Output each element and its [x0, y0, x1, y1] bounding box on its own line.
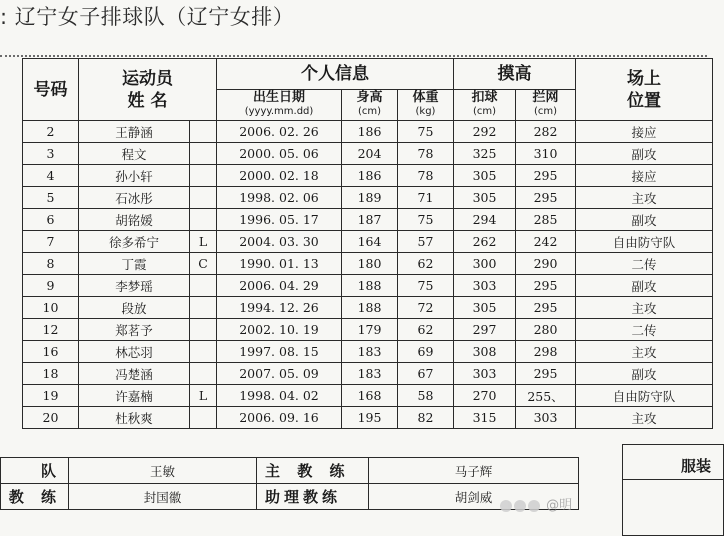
cell-weight: 78: [398, 143, 454, 165]
cell-number: 20: [23, 407, 79, 429]
roster-table: [22, 58, 713, 429]
coaching-staff-table: [0, 457, 579, 510]
cell-number: 4: [23, 165, 79, 187]
cell-role: [190, 407, 217, 429]
cell-height: 188: [342, 275, 398, 297]
cell-role: [190, 165, 217, 187]
cell-name: 孙小轩: [79, 165, 190, 187]
cell-height: 204: [342, 143, 398, 165]
watermark-text: @明: [546, 498, 573, 513]
cell-name: 徐多希宁: [79, 231, 190, 253]
cell-spike: 325: [454, 143, 516, 165]
cell-number: 18: [23, 363, 79, 385]
cell-role: [190, 297, 217, 319]
cell-height: 188: [342, 297, 398, 319]
col-header-block-unit: (cm): [533, 106, 558, 117]
cell-spike: 308: [454, 341, 516, 363]
cell-block: 285: [516, 209, 576, 231]
cell-height: 179: [342, 319, 398, 341]
cell-name: 石冰彤: [79, 187, 190, 209]
cell-spike: 297: [454, 319, 516, 341]
cell-position: 主攻: [576, 187, 713, 209]
cell-weight: 57: [398, 231, 454, 253]
cell-dob: 2006. 09. 16: [217, 407, 342, 429]
cell-height: 187: [342, 209, 398, 231]
cell-name: 许嘉楠: [79, 385, 190, 407]
cell-block: 295: [516, 297, 576, 319]
cell-weight: 58: [398, 385, 454, 407]
cell-role: [190, 341, 217, 363]
col-header-weight: [398, 90, 454, 121]
col-group-reach: 摸高: [454, 59, 576, 90]
col-header-height-label: 身高: [356, 90, 383, 105]
cell-position: 自由防守队: [576, 385, 713, 407]
cell-position: 副攻: [576, 209, 713, 231]
watermark: [500, 494, 572, 516]
col-header-dob-format: (yyyy.mm.dd): [244, 106, 314, 117]
uniform-label: 服装: [681, 457, 712, 475]
cell-dob: 2002. 10. 19: [217, 319, 342, 341]
cell-dob: 2007. 05. 09: [217, 363, 342, 385]
cell-height: 195: [342, 407, 398, 429]
table-row: [23, 385, 713, 407]
cell-weight: 62: [398, 319, 454, 341]
cell-name: 程文: [79, 143, 190, 165]
cell-role: [190, 363, 217, 385]
cell-role: C: [190, 253, 217, 275]
cell-dob: 1990. 01. 13: [217, 253, 342, 275]
cell-spike: 303: [454, 275, 516, 297]
table-row: [23, 231, 713, 253]
col-header-position-line2: 位置: [627, 90, 661, 111]
cell-number: 5: [23, 187, 79, 209]
cell-weight: 75: [398, 209, 454, 231]
watermark-dot-icon: [528, 500, 540, 512]
assistant-coach-label: 助理教练: [257, 484, 369, 510]
cell-weight: 67: [398, 363, 454, 385]
cell-spike: 315: [454, 407, 516, 429]
cell-number: 6: [23, 209, 79, 231]
dotted-divider: [0, 55, 707, 57]
table-row: [23, 275, 713, 297]
table-row: [23, 341, 713, 363]
col-header-dob-label: 出生日期: [252, 90, 305, 105]
assistant-coach: 胡剑威: [369, 484, 579, 510]
team-coach-1: 王敏: [69, 458, 257, 484]
cell-number: 7: [23, 231, 79, 253]
uniform-box: [622, 444, 724, 536]
cell-position: 主攻: [576, 341, 713, 363]
cell-block: 303: [516, 407, 576, 429]
cell-position: 副攻: [576, 143, 713, 165]
cell-height: 183: [342, 363, 398, 385]
cell-position: 副攻: [576, 275, 713, 297]
cell-position: 自由防守队: [576, 231, 713, 253]
cell-weight: 71: [398, 187, 454, 209]
cell-weight: 82: [398, 407, 454, 429]
col-header-dob: [217, 90, 342, 121]
table-row: [23, 121, 713, 143]
cell-position: 主攻: [576, 407, 713, 429]
head-coach: 马子辉: [369, 458, 579, 484]
cell-number: 10: [23, 297, 79, 319]
cell-name: 王静涵: [79, 121, 190, 143]
col-header-athlete: [79, 59, 217, 121]
cell-spike: 305: [454, 165, 516, 187]
cell-block: 242: [516, 231, 576, 253]
table-row: [23, 187, 713, 209]
cell-dob: 2006. 02. 26: [217, 121, 342, 143]
table-row: [23, 363, 713, 385]
cell-block: 290: [516, 253, 576, 275]
cell-dob: 1996. 05. 17: [217, 209, 342, 231]
cell-dob: 1998. 02. 06: [217, 187, 342, 209]
cell-block: 295: [516, 187, 576, 209]
cell-spike: 262: [454, 231, 516, 253]
cell-number: 3: [23, 143, 79, 165]
cell-number: 2: [23, 121, 79, 143]
cell-position: 二传: [576, 319, 713, 341]
cell-height: 186: [342, 165, 398, 187]
table-row: [23, 209, 713, 231]
cell-spike: 305: [454, 297, 516, 319]
table-row: [23, 165, 713, 187]
cell-spike: 303: [454, 363, 516, 385]
cell-weight: 69: [398, 341, 454, 363]
roster-body: [23, 121, 713, 429]
cell-spike: 294: [454, 209, 516, 231]
cell-spike: 305: [454, 187, 516, 209]
cell-name: 胡铭媛: [79, 209, 190, 231]
table-row: [23, 319, 713, 341]
table-row: [23, 143, 713, 165]
cell-height: 186: [342, 121, 398, 143]
cell-block: 295: [516, 275, 576, 297]
cell-name: 林芯羽: [79, 341, 190, 363]
cell-role: [190, 209, 217, 231]
col-header-weight-label: 体重: [412, 90, 439, 105]
cell-block: 255、: [516, 385, 576, 407]
uniform-divider: [623, 479, 723, 480]
cell-name: 杜秋爽: [79, 407, 190, 429]
col-header-block: [516, 90, 576, 121]
col-header-position: [576, 59, 713, 121]
cell-role: [190, 275, 217, 297]
cell-height: 183: [342, 341, 398, 363]
table-row: [23, 297, 713, 319]
cell-dob: 2004. 03. 30: [217, 231, 342, 253]
cell-weight: 72: [398, 297, 454, 319]
col-header-weight-unit: (kg): [415, 106, 436, 117]
cell-role: [190, 187, 217, 209]
cell-height: 168: [342, 385, 398, 407]
col-header-spike-label: 扣球: [471, 90, 498, 105]
cell-block: 280: [516, 319, 576, 341]
cell-block: 295: [516, 363, 576, 385]
table-row: [23, 253, 713, 275]
cell-number: 9: [23, 275, 79, 297]
cell-role: [190, 121, 217, 143]
watermark-dot-icon: [514, 500, 526, 512]
cell-dob: 2000. 05. 06: [217, 143, 342, 165]
col-header-spike-unit: (cm): [472, 106, 497, 117]
cell-position: 二传: [576, 253, 713, 275]
cell-weight: 78: [398, 165, 454, 187]
cell-role: L: [190, 231, 217, 253]
cell-height: 189: [342, 187, 398, 209]
cell-dob: 1994. 12. 26: [217, 297, 342, 319]
col-header-height: [342, 90, 398, 121]
col-header-spike: [454, 90, 516, 121]
cell-position: 主攻: [576, 297, 713, 319]
cell-dob: 1998. 04. 02: [217, 385, 342, 407]
col-header-block-label: 拦网: [532, 90, 559, 105]
col-header-athlete-line1: 运动员: [122, 68, 173, 89]
cell-name: 段放: [79, 297, 190, 319]
col-header-athlete-line2: 姓 名: [127, 90, 168, 111]
cell-name: 李梦瑶: [79, 275, 190, 297]
cell-dob: 1997. 08. 15: [217, 341, 342, 363]
col-group-personal-info: 个人信息: [217, 59, 454, 90]
watermark-dot-icon: [500, 500, 512, 512]
cell-spike: 270: [454, 385, 516, 407]
cell-weight: 75: [398, 121, 454, 143]
col-header-height-unit: (cm): [357, 106, 382, 117]
cell-number: 12: [23, 319, 79, 341]
cell-block: 310: [516, 143, 576, 165]
col-header-position-line1: 场上: [627, 68, 661, 89]
cell-height: 180: [342, 253, 398, 275]
cell-role: L: [190, 385, 217, 407]
cell-name: 丁霞: [79, 253, 190, 275]
cell-role: [190, 143, 217, 165]
team-coach-2: 封国徽: [69, 484, 257, 510]
cell-weight: 75: [398, 275, 454, 297]
cell-weight: 62: [398, 253, 454, 275]
cell-position: 副攻: [576, 363, 713, 385]
page-title: : 辽宁女子排球队（辽宁女排）: [0, 5, 295, 29]
cell-block: 295: [516, 165, 576, 187]
cell-position: 接应: [576, 121, 713, 143]
col-header-number: 号码: [23, 59, 79, 121]
cell-dob: 2000. 02. 18: [217, 165, 342, 187]
cell-role: [190, 319, 217, 341]
cell-name: 郑茗予: [79, 319, 190, 341]
table-row: [23, 407, 713, 429]
cell-block: 298: [516, 341, 576, 363]
cell-position: 接应: [576, 165, 713, 187]
team-coach-label-top: 队: [1, 458, 69, 484]
head-coach-label: 主 教 练: [257, 458, 369, 484]
cell-spike: 292: [454, 121, 516, 143]
cell-number: 8: [23, 253, 79, 275]
cell-block: 282: [516, 121, 576, 143]
cell-name: 冯楚涵: [79, 363, 190, 385]
cell-spike: 300: [454, 253, 516, 275]
cell-number: 16: [23, 341, 79, 363]
cell-height: 164: [342, 231, 398, 253]
cell-number: 19: [23, 385, 79, 407]
cell-dob: 2006. 04. 29: [217, 275, 342, 297]
team-coach-label-bottom: 教 练: [1, 484, 69, 510]
